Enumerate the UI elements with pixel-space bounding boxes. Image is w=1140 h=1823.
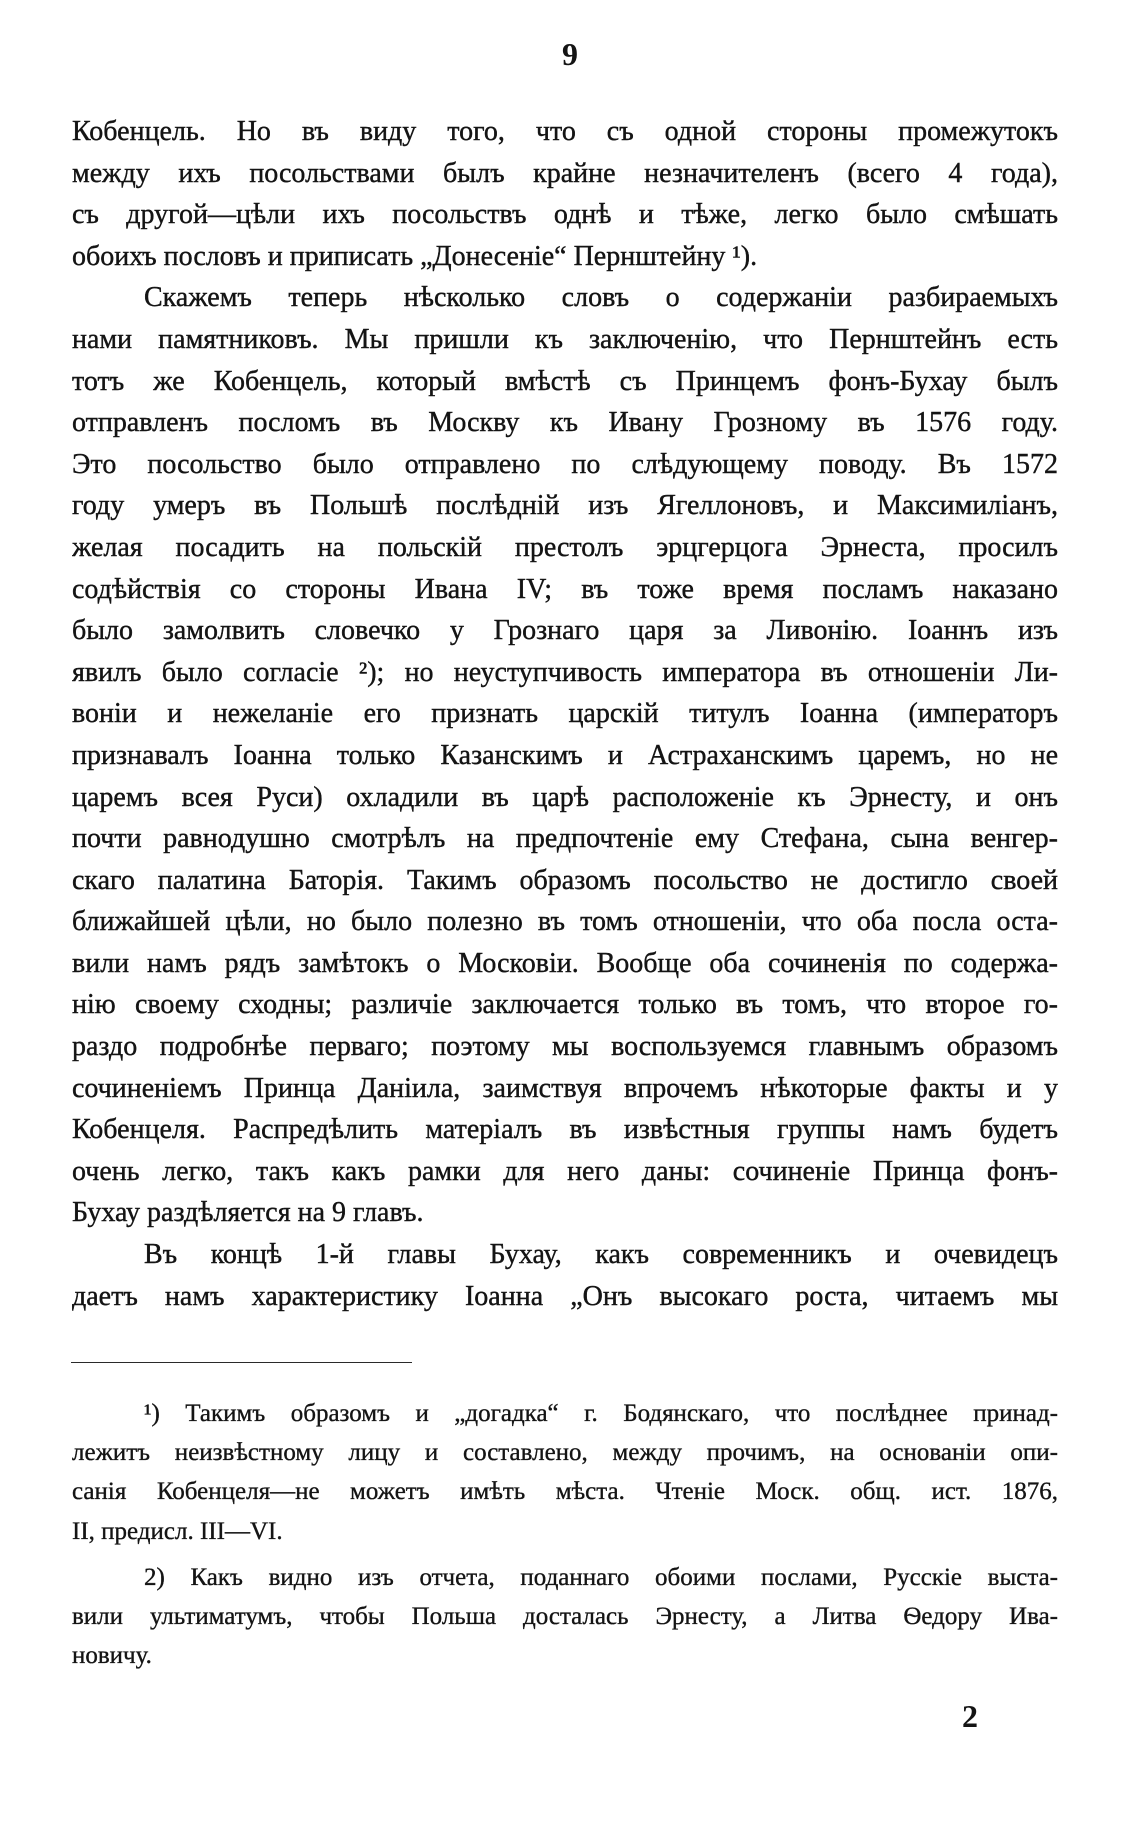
- main-text: [72, 111, 1058, 1317]
- text-line: почти равнодушно смотрѣлъ на предпочтеніе ему Стефана, сына венгер-: [72, 823, 1058, 855]
- text-line: скаго палатина Баторія. Такимъ образомъ посольство не достигло своей: [72, 864, 1058, 896]
- text-line: Кобенцеля. Распредѣлить матеріалъ въ извѣстныя группы намъ будетъ: [72, 1114, 1058, 1146]
- text-line: было замолвить словечко у Грознаго царя за Ливонію. Іоаннъ изъ: [72, 615, 1058, 647]
- text-line: съ другой—цѣли ихъ посольствъ однѣ и тѣже, легко было смѣшать: [72, 199, 1058, 231]
- text-line: нами памятниковъ. Мы пришли къ заключенію, что Пернштейнъ есть: [72, 323, 1058, 355]
- text-line: явилъ было согласіе ²); но неуступчивость императора въ отношеніи Ли-: [72, 656, 1058, 688]
- text-line: даетъ намъ характеристику Іоанна „Онъ высокаго роста, читаемъ мы: [72, 1280, 1058, 1312]
- text-line: Въ концѣ 1-й главы Бухау, какъ современникъ и очевидецъ: [144, 1239, 1058, 1271]
- text-line: Кобенцель. Но въ виду того, что съ одной стороны промежутокъ: [72, 116, 1058, 147]
- text-line: очень легко, такъ какъ рамки для него даны: сочиненіе Принца фонъ-: [72, 1155, 1058, 1187]
- footnote-line: вили ультиматумъ, чтобы Польша досталась Эрнесту, а Литва Ѳедору Ива-: [72, 1602, 1058, 1630]
- signature-mark: 2: [962, 1698, 978, 1734]
- footnote-line: санія Кобенцеля—не можетъ имѣть мѣста. Чтеніе Моск. общ. ист. 1876,: [72, 1478, 1058, 1506]
- footnote: [72, 1394, 1058, 1551]
- footnote-line: лежитъ неизвѣстному лицу и составлено, между прочимъ, на основаніи опи-: [72, 1439, 1058, 1467]
- text-line: Это посольство было отправлено по слѣдующему поводу. Въ 1572: [72, 448, 1058, 480]
- text-line: сочиненіемъ Принца Даніила, заимствуя впрочемъ нѣкоторые факты и у: [72, 1072, 1058, 1104]
- footnote-rule: [71, 1362, 412, 1363]
- text-line: отправленъ посломъ въ Москву къ Ивану Грозному въ 1576 году.: [72, 407, 1058, 439]
- text-line: раздо подробнѣе перваго; поэтому мы воспользуемся главнымъ образомъ: [72, 1031, 1058, 1063]
- footnote: [72, 1558, 1058, 1676]
- text-line: Бухау раздѣляется на 9 главъ.: [72, 1197, 424, 1229]
- text-line: царемъ всея Руси) охладили въ царѣ расположеніе къ Эрнесту, и онъ: [72, 781, 1058, 813]
- text-line: нію своему сходны; различіе заключается только въ томъ, что второе го-: [72, 989, 1058, 1021]
- text-line: воніи и нежеланіе его признать царскій титулъ Іоанна (императоръ: [72, 698, 1058, 730]
- paragraph: [72, 1234, 1058, 1317]
- text-line: желая посадить на польскій престолъ эрцгерцога Эрнеста, просилъ: [72, 531, 1058, 563]
- page-number: 9: [562, 36, 578, 72]
- footnote-line: II, предисл. III—VI.: [72, 1517, 283, 1545]
- text-line: году умеръ въ Польшѣ послѣдній изъ Ягеллоновъ, и Максимиліанъ,: [72, 490, 1058, 522]
- text-line: между ихъ посольствами былъ крайне незначителенъ (всего 4 года),: [72, 157, 1058, 189]
- footnote-line: ¹) Такимъ образомъ и „догадка“ г. Бодянскаго, что послѣднее принад-: [144, 1400, 1058, 1427]
- paragraph: [72, 277, 1058, 1234]
- footnote-line: новичу.: [72, 1642, 152, 1670]
- text-line: вили намъ рядъ замѣтокъ о Московіи. Вообще оба сочиненія по содержа-: [72, 947, 1058, 979]
- text-line: обоихъ пословъ и приписать „Донесеніе“ Пернштейну ¹).: [72, 240, 758, 272]
- footnote-line: 2) Какъ видно изъ отчета, поданнаго обоими послами, Русскіе выста-: [144, 1563, 1058, 1591]
- text-line: ближайшей цѣли, но было полезно въ томъ отношеніи, что оба посла оста-: [72, 906, 1058, 938]
- paragraph: [72, 111, 1058, 277]
- text-line: Скажемъ теперь нѣсколько словъ о содержаніи разбираемыхъ: [144, 282, 1058, 314]
- text-line: признавалъ Іоанна только Казанскимъ и Астраханскимъ царемъ, но не: [72, 739, 1058, 771]
- text-line: содѣйствія со стороны Ивана IV; въ тоже время посламъ наказано: [72, 573, 1058, 605]
- footnotes: [72, 1394, 1058, 1675]
- text-line: тотъ же Кобенцель, который вмѣстѣ съ Принцемъ фонъ-Бухау былъ: [72, 365, 1058, 397]
